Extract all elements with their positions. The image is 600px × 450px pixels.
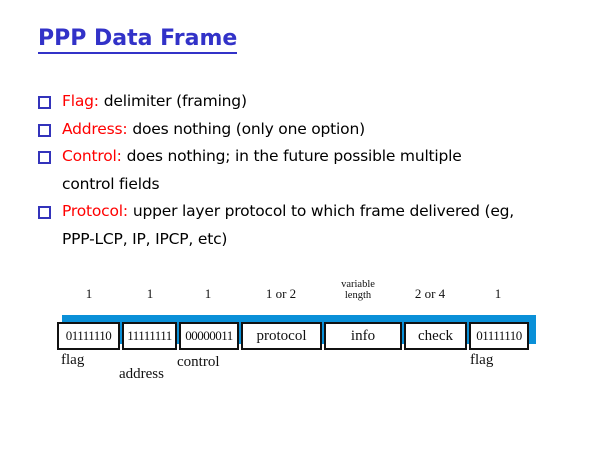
bullet-keyword: Flag: <box>62 92 99 110</box>
bullet-body: delimiter (framing) <box>103 92 247 110</box>
size-label-control: 1 <box>204 286 212 301</box>
size-label-check: 2 or 4 <box>414 286 446 301</box>
size-label-address: 1 <box>146 286 154 301</box>
frame-field-info: info <box>324 322 402 350</box>
bullet-body: upper layer protocol to which frame delivered (eg, PPP-LCP, IP, IPCP, etc) <box>62 202 515 248</box>
bullet-keyword: Control: <box>62 147 122 165</box>
caption-address: address <box>119 366 164 382</box>
frame-field-protocol: protocol <box>241 322 322 350</box>
caption-flag-left: flag <box>61 352 85 368</box>
bullet-body: does nothing; in the future possible multiple control fields <box>62 147 462 193</box>
bullet-keyword: Protocol: <box>62 202 128 220</box>
bullet-keyword: Address: <box>62 119 128 138</box>
frame-field-address: 11111111 <box>122 322 177 350</box>
bullet-body: does nothing (only one option) <box>132 119 365 138</box>
frame-field-control: 00000011 <box>179 322 239 350</box>
size-label-flag-right: 1 <box>494 286 502 301</box>
size-label-flag-left: 1 <box>85 286 93 301</box>
frame-field-check: check <box>404 322 467 350</box>
caption-flag-right: flag <box>470 352 494 368</box>
frame-field-flag-left: 01111110 <box>57 322 120 350</box>
caption-control: control <box>177 354 220 370</box>
size-label-protocol: 1 or 2 <box>265 286 297 301</box>
page-title: PPP Data Frame <box>38 26 237 54</box>
size-label-info: variable length <box>341 279 375 301</box>
frame-field-flag-right: 01111110 <box>469 322 529 350</box>
